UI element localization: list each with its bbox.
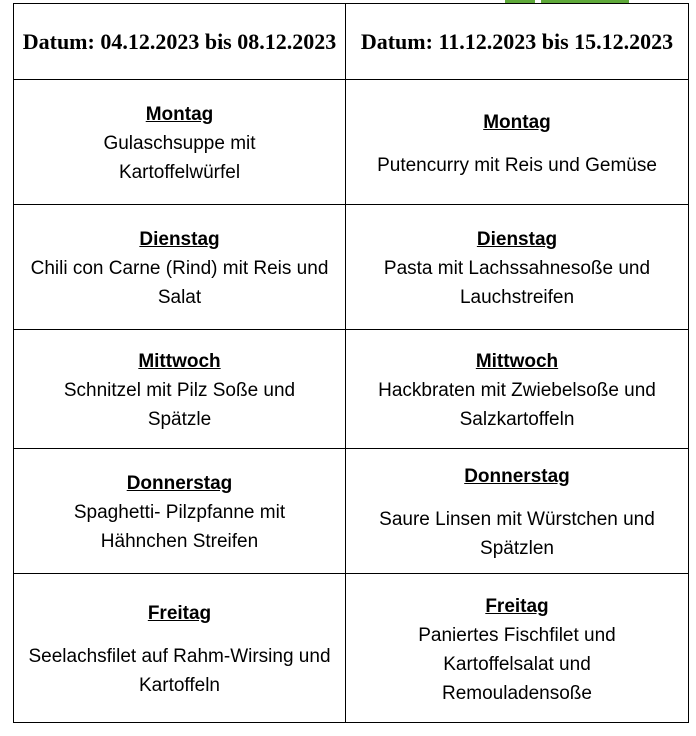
week2-wednesday-cell [346,330,689,449]
week1-monday-cell [14,80,346,205]
day-label: Mittwoch [475,351,559,372]
day-label: Freitag [485,595,549,617]
table-row [14,449,689,574]
day-label: Dienstag [476,229,558,250]
dish-text: Gulaschsuppe mit Kartoffelwürfel [103,133,256,183]
day-label: Freitag [147,603,212,624]
day-label: Mittwoch [138,351,221,372]
week2-tuesday-cell [346,205,689,330]
week2-thursday-cell [346,449,689,574]
weekly-menu-table [13,3,689,723]
dish-text: Spaghetti- Pilzpfanne mit Hähnchen Streifen [73,502,286,552]
table-row [14,205,689,330]
table-row [14,574,689,723]
week1-friday-cell [14,574,346,723]
week2-friday-cell [346,574,689,723]
dish-text: Saure Linsen mit Würstchen und Spätzlen [379,509,655,559]
dish-text: Seelachsfilet auf Rahm-Wirsing und Kartoffeln [28,646,331,696]
dish-text: Chili con Carne (Rind) mit Reis und Salat [30,258,329,308]
week2-monday-cell [346,80,689,205]
week1-thursday-cell [14,449,346,574]
table-row [14,330,689,449]
dish-text: Putencurry mit Reis und Gemüse [377,154,657,176]
dish-text: Schnitzel mit Pilz Soße und Spätzle [63,380,296,430]
week2-date-header: Datum: 11.12.2023 bis 15.12.2023 [346,4,689,80]
dish-text: Pasta mit Lachssahnesoße und Lauchstreifen [383,258,651,308]
day-label: Montag [483,111,551,133]
day-label: Donnerstag [126,473,233,494]
week1-tuesday-cell [14,205,346,330]
dish-text: Hackbraten mit Zwiebelsoße und Salzkartoffeln [378,380,656,430]
day-label: Donnerstag [464,466,570,487]
day-label: Montag [145,104,214,125]
week1-wednesday-cell [14,330,346,449]
table-row [14,80,689,205]
week1-date-header: Datum: 04.12.2023 bis 08.12.2023 [14,4,346,80]
day-label: Dienstag [139,229,220,250]
dish-text: Paniertes Fischfilet und Kartoffelsalat und Remouladensoße [418,624,616,704]
header-row [14,4,689,80]
